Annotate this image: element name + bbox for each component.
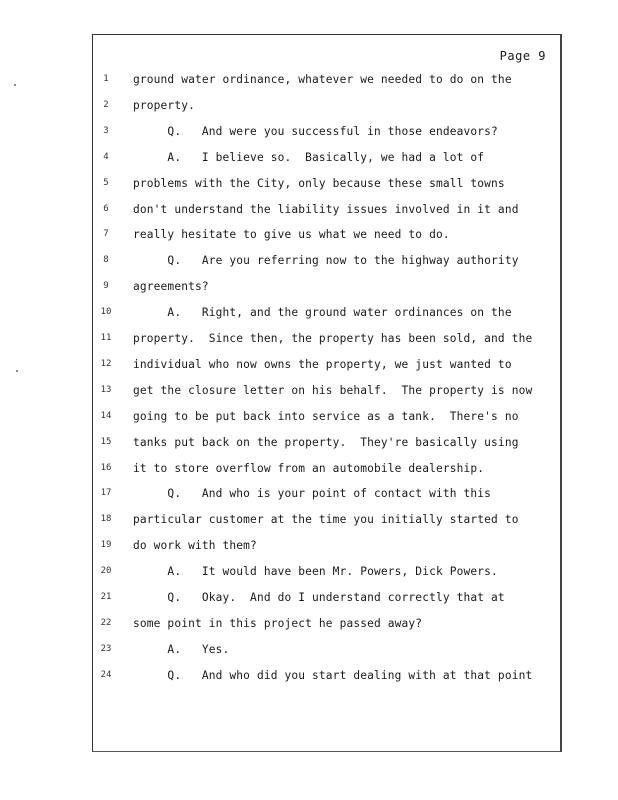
line-number: 21 — [100, 592, 112, 602]
transcript-line: ground water ordinance, whatever we needed to do on the — [133, 73, 512, 86]
transcript-line: property. — [133, 98, 195, 112]
transcript-line: Q. And who is your point of contact with this — [133, 487, 492, 501]
line-number: 3 — [103, 125, 109, 136]
line-number: 22 — [100, 617, 112, 628]
transcript-line: do work with them? — [133, 539, 257, 553]
line-number: 18 — [100, 514, 112, 525]
transcript-line: A. Yes. — [133, 642, 230, 656]
transcript-line: A. I believe so. Basically, we had a lot of — [133, 150, 485, 164]
transcript-line: it to store overflow from an automobile dealership. — [133, 461, 485, 475]
line-number: 6 — [103, 203, 109, 214]
transcript-page — [92, 34, 562, 752]
transcript-line: tanks put back on the property. They're basically using — [133, 435, 519, 449]
line-number: 5 — [103, 177, 109, 188]
line-number: 9 — [103, 281, 109, 292]
page-number: Page 9 — [499, 49, 546, 63]
transcript-line: Q. Are you referring now to the highway authority — [133, 254, 519, 268]
line-number: 4 — [103, 151, 109, 162]
line-number: 10 — [100, 307, 112, 318]
transcript-line: agreements? — [133, 280, 209, 294]
line-number: 24 — [100, 669, 112, 680]
transcript-line: really hesitate to give us what we need to do. — [133, 228, 450, 242]
transcript-line: Q. And were you successful in those endeavors? — [133, 124, 498, 138]
transcript-line: going to be put back into service as a tank. There's no — [133, 409, 519, 423]
transcript-line: some point in this project he passed away? — [133, 616, 423, 630]
line-number: 14 — [100, 410, 112, 421]
transcript-line: property. Since then, the property has been sold, and the — [133, 332, 533, 345]
line-number: 23 — [100, 643, 112, 654]
line-number: 17 — [100, 488, 112, 499]
transcript-line: Q. Okay. And do I understand correctly that at — [133, 591, 505, 604]
line-number: 15 — [100, 436, 112, 447]
line-number: 2 — [103, 99, 109, 110]
transcript-line: individual who now owns the property, we just wanted to — [133, 357, 512, 371]
transcript-line: particular customer at the time you initially started to — [133, 513, 519, 527]
line-number: 12 — [100, 358, 112, 369]
transcript-line: Q. And who did you start dealing with at that point — [133, 668, 533, 682]
transcript-line: don't understand the liability issues involved in it and — [133, 202, 519, 216]
line-number: 8 — [103, 255, 109, 266]
line-number: 11 — [100, 333, 112, 343]
transcript-line: problems with the City, only because these small towns — [133, 176, 505, 190]
transcript-line: get the closure letter on his behalf. The property is now — [133, 383, 533, 397]
line-number: 19 — [100, 540, 112, 551]
line-number: 16 — [100, 462, 112, 473]
line-number: 7 — [103, 229, 109, 240]
line-number: 13 — [100, 384, 112, 395]
line-number: 20 — [100, 566, 112, 577]
line-number: 1 — [103, 74, 109, 84]
transcript-line: A. It would have been Mr. Powers, Dick Powers. — [133, 565, 498, 579]
scan-speck — [16, 370, 18, 372]
scan-speck — [14, 84, 16, 86]
transcript-line: A. Right, and the ground water ordinances on the — [133, 306, 512, 320]
